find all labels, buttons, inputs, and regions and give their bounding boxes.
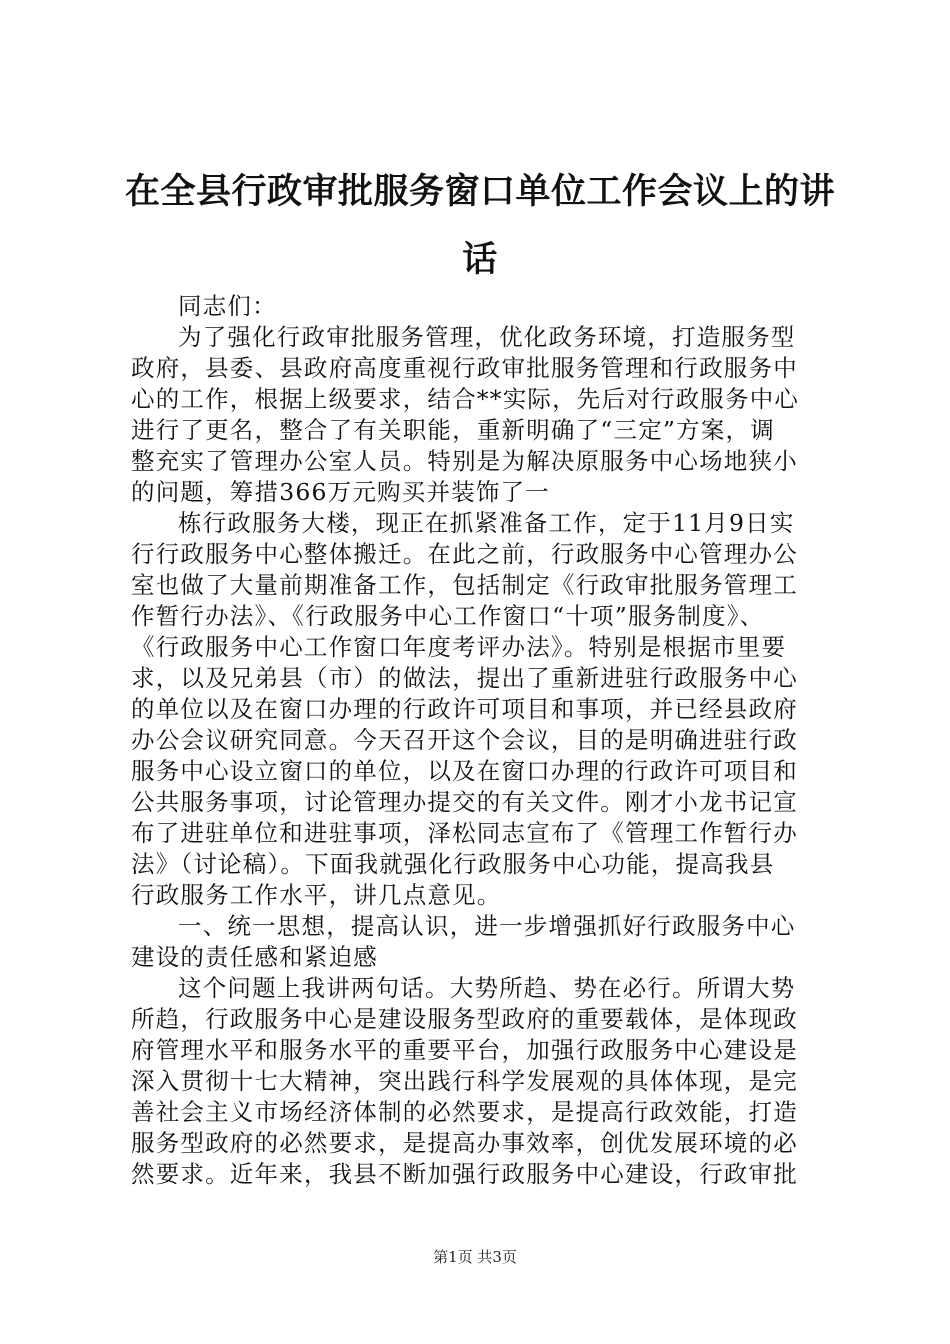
paragraph-line: 所趋，行政服务中心是建设服务型政府的重要载体，是体现政 [131,1005,798,1033]
document-body [131,291,831,1190]
section-heading-line: 一、统一思想，提高认识，进一步增强抓好行政服务中心 [178,912,796,940]
paragraph-line: 心的工作，根据上级要求，结合**实际，先后对行政服务中心 [131,385,800,413]
paragraph-line: 整充实了管理办公室人员。特别是为解决原服务中心场地狭小 [131,447,798,475]
paragraph-line: 公共服务事项，讨论管理办提交的有关文件。刚才小龙书记宣 [131,788,798,816]
paragraph-line: 法》（讨论稿）。下面我就强化行政服务中心功能，提高我县 [131,850,775,878]
paragraph-line: 善社会主义市场经济体制的必然要求，是提高行政效能，打造 [131,1098,798,1126]
title-line-2: 话 [462,240,498,280]
paragraph-line: 深入贯彻十七大精神，突出践行科学发展观的具体体现，是完 [131,1067,798,1095]
paragraph-line: 行政服务工作水平，讲几点意见。 [131,881,502,909]
paragraph-line: 办公会议研究同意。今天召开这个会议，目的是明确进驻行政 [131,726,798,754]
section-heading-line: 建设的责任感和紧迫感 [131,943,378,971]
document-title [120,158,840,294]
paragraph-line: 作暂行办法》、《行政服务中心工作窗口“十项”服务制度》、 [131,602,765,630]
paragraph-line: 服务型政府的必然要求，是提高办事效率，创优发展环境的必 [131,1129,798,1157]
paragraph-line: 的单位以及在窗口办理的行政许可项目和事项，并已经县政府 [131,695,798,723]
paragraph-line: 服务中心设立窗口的单位，以及在窗口办理的行政许可项目和 [131,757,798,785]
paragraph-line: 的问题，筹措366万元购买并装饰了一 [131,478,550,506]
paragraph-line: 求，以及兄弟县（市）的做法，提出了重新进驻行政服务中心 [131,664,798,692]
paragraph-line: 为了强化行政审批服务管理，优化政务环境，打造服务型 [178,323,796,351]
paragraph-line: 室也做了大量前期准备工作，包括制定《行政审批服务管理工 [131,571,798,599]
page-indicator: 第1页 共3页 [433,1248,517,1266]
paragraph-line: 政府，县委、县政府高度重视行政审批服务管理和行政服务中 [131,354,798,382]
page-footer [0,1246,950,1267]
paragraph-line: 进行了更名，整合了有关职能，重新明确了“三定”方案，调 [131,416,775,444]
title-line-1: 在全县行政审批服务窗口单位工作会议上的讲 [124,172,835,212]
paragraph-line: 府管理水平和服务水平的重要平台，加强行政服务中心建设是 [131,1036,798,1064]
salutation: 同志们： [178,292,277,320]
paragraph-line: 栋行政服务大楼，现正在抓紧准备工作，定于11月9日实 [178,509,795,537]
paragraph-line: 《行政服务中心工作窗口年度考评办法》。特别是根据市里要 [131,633,787,661]
paragraph-line: 布了进驻单位和进驻事项，泽松同志宣布了《管理工作暂行办 [131,819,798,847]
paragraph-line: 这个问题上我讲两句话。大势所趋、势在必行。所谓大势 [178,974,796,1002]
paragraph-line: 然要求。近年来，我县不断加强行政服务中心建设，行政审批 [131,1160,798,1188]
paragraph-line: 行行政服务中心整体搬迁。在此之前，行政服务中心管理办公 [131,540,798,568]
